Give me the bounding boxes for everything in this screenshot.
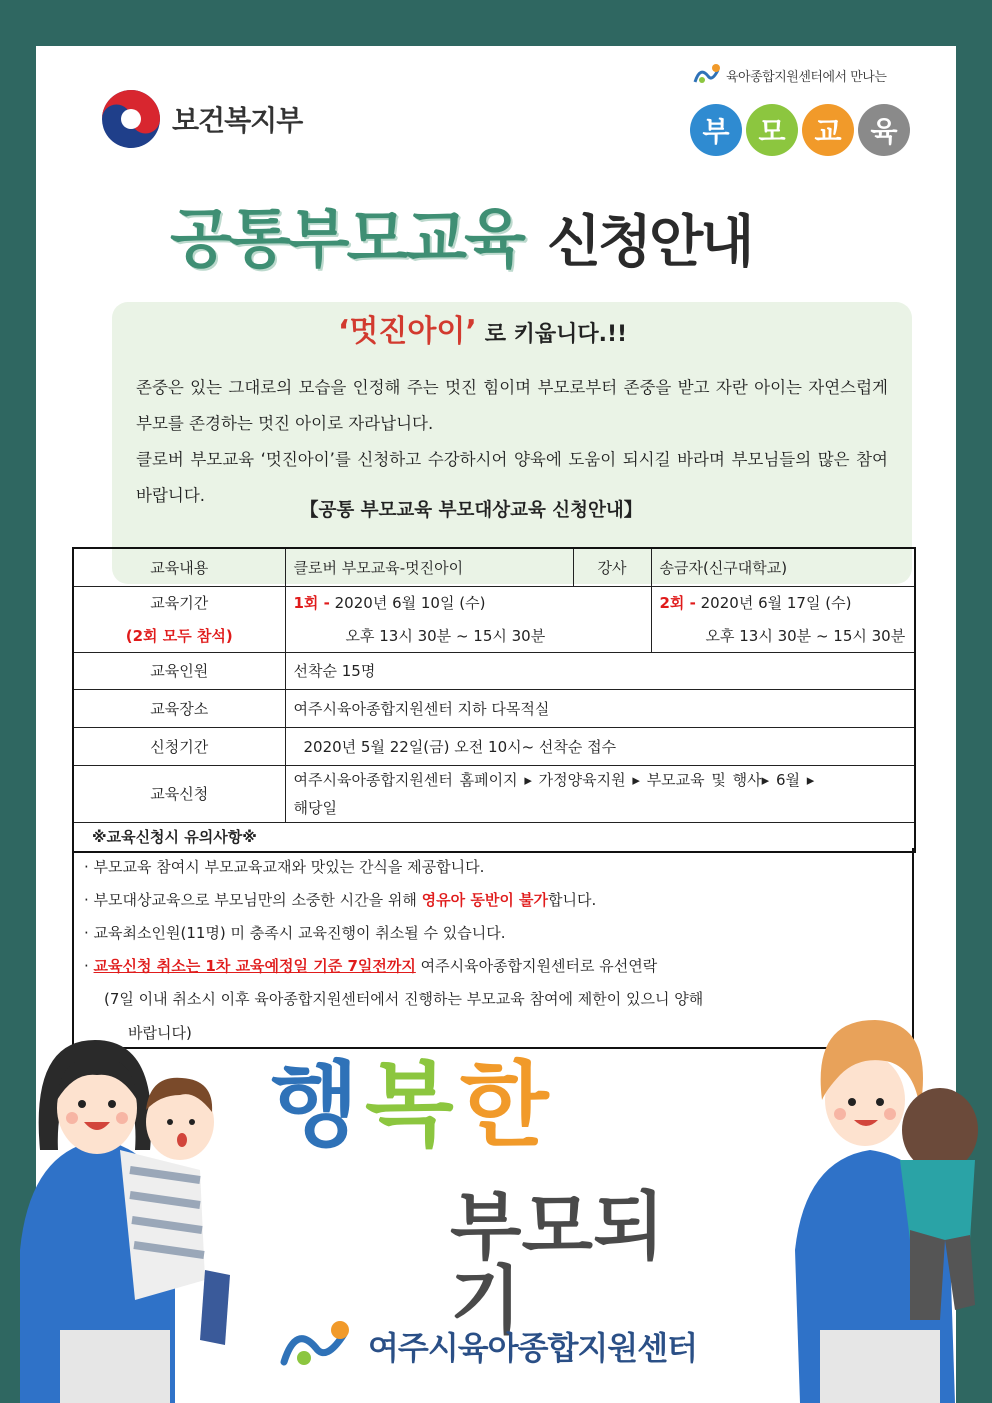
- apply-path: 여주시육아종합지원센터 홈페이지 ▸ 가정양육지원 ▸ 부모교육 및 행사▸ 6월 ▸: [293, 770, 815, 789]
- happy-parent-graphic: [270, 1052, 710, 1344]
- content-value: 클로버 부모교육-멋진아이: [285, 548, 573, 586]
- lecturer-label: 강사: [573, 548, 651, 586]
- taegeuk-icon: [100, 88, 162, 150]
- ministry-logo: [100, 88, 302, 150]
- note-4-bullet: ·: [84, 957, 94, 975]
- session-2-cell: [651, 586, 915, 652]
- note-2-text: · 부모대상교육으로 부모님만의 소중한 시간을 위해: [84, 891, 422, 909]
- ministry-name: 보건복지부: [172, 104, 303, 137]
- note-4-end: 여주시육아종합지원센터로 유선연락: [415, 957, 658, 975]
- session-2-label: 2회 -: [659, 594, 696, 612]
- table-title: 【공통 부모교육 부모대상교육 신청안내】: [300, 500, 643, 521]
- session-1-time: 오후 13시 30분 ~ 15시 30분: [345, 627, 546, 645]
- note-4: [84, 955, 657, 976]
- center-logo-icon: [692, 62, 722, 88]
- intro-paragraph-1: 존중은 있는 그대로의 모습을 인정해 주는 멋진 힘이며 부모로부터 존중을 받고 자란 아이는 자연스럽게 부모를 존경하는 멋진 아이로 자라납니다.: [136, 378, 888, 433]
- apply-label: 교육신청: [73, 765, 285, 822]
- badge-char-3: 교: [802, 104, 854, 156]
- table-row: [73, 586, 915, 652]
- note-2-highlight: 영유아 동반이 불가: [421, 891, 549, 909]
- session-1-date: 2020년 6월 10일 (수): [329, 594, 486, 612]
- happy-char-2: 복: [364, 1052, 454, 1159]
- intro-paragraph-2: 클로버 부모교육 ‘멋진아이’를 신청하고 수강하시어 양육에 도움이 되시길 바라며 부모님들의 많은 참여바랍니다.: [136, 450, 888, 505]
- place-value: 여주시육아종합지원센터 지하 다목적실: [285, 689, 915, 727]
- happy-char-3: 한: [459, 1052, 549, 1159]
- capacity-label: 교육인원: [73, 652, 285, 689]
- parent-education-badges: [690, 104, 910, 156]
- content-label: 교육내용: [73, 548, 285, 586]
- note-5: (7일 이내 취소시 이후 육아종합지원센터에서 진행하는 부모교육 참여에 제한이 있으니 양해: [104, 990, 704, 1008]
- center-mini-logo: [692, 62, 886, 88]
- info-table: [72, 547, 916, 853]
- apply-period-value: 2020년 5월 22일(금) 오전 10시~ 선착순 접수: [285, 727, 915, 765]
- page-title: [170, 188, 751, 280]
- badge-char-2: 모: [746, 104, 798, 156]
- slogan: [338, 306, 627, 350]
- period-cell: [73, 586, 285, 652]
- note-4-highlight: 교육신청 취소는 1차 교육예정일 기준 7일전까지: [93, 957, 416, 975]
- session-2-time: 오후 13시 30분 ~ 15시 30분: [705, 627, 906, 645]
- badge-char-4: 육: [858, 104, 910, 156]
- table-row: [73, 652, 915, 689]
- slogan-highlight: ‘멋진아이’: [338, 314, 477, 349]
- notes-title: ※교육신청시 유의사항※: [73, 822, 915, 852]
- period-note: (2회 모두 참석): [125, 627, 233, 645]
- apply-value: [285, 765, 915, 822]
- capacity-value: 선착순 15명: [285, 652, 915, 689]
- note-2-end: 합니다.: [548, 891, 597, 909]
- badge-char-1: 부: [690, 104, 742, 156]
- apply-period-label: 신청기간: [73, 727, 285, 765]
- slogan-rest: 로 키웁니다.!!: [484, 322, 628, 347]
- title-part-1: 공통부모교육: [170, 203, 523, 277]
- table-row: [73, 689, 915, 727]
- happy-line-2: 부모되기: [450, 1184, 665, 1344]
- happy-char-1: 행: [270, 1052, 359, 1159]
- apply-path-end: 해당일: [293, 798, 337, 817]
- session-2-date: 2020년 6월 17일 (수): [695, 594, 852, 612]
- table-row: [73, 548, 915, 586]
- session-1-label: 1회 -: [293, 594, 330, 612]
- session-1-cell: [285, 586, 651, 652]
- place-label: 교육장소: [73, 689, 285, 727]
- intro-text: [136, 370, 888, 514]
- note-1: · 부모교육 참여시 부모교육교재와 맛있는 간식을 제공합니다.: [84, 858, 485, 876]
- note-3: · 교육최소인원(11명) 미 충족시 교육진행이 취소될 수 있습니다.: [84, 924, 506, 942]
- center-name: 여주시육아종합지원센터: [368, 1329, 698, 1367]
- title-part-2: 신청안내: [546, 210, 752, 275]
- note-2: [84, 889, 596, 910]
- note-6: 바랍니다): [128, 1024, 192, 1042]
- footer-logo: [278, 1318, 697, 1374]
- father-baby-illustration: [760, 1000, 992, 1403]
- center-tagline: 육아종합지원센터에서 만나는: [726, 69, 887, 85]
- lecturer-value: 송금자(신구대학교): [651, 548, 915, 586]
- table-row: [73, 727, 915, 765]
- table-row: [73, 765, 915, 822]
- period-label: 교육기간: [150, 594, 209, 612]
- mother-baby-illustration: [0, 1000, 250, 1403]
- center-logo-icon: [278, 1318, 356, 1374]
